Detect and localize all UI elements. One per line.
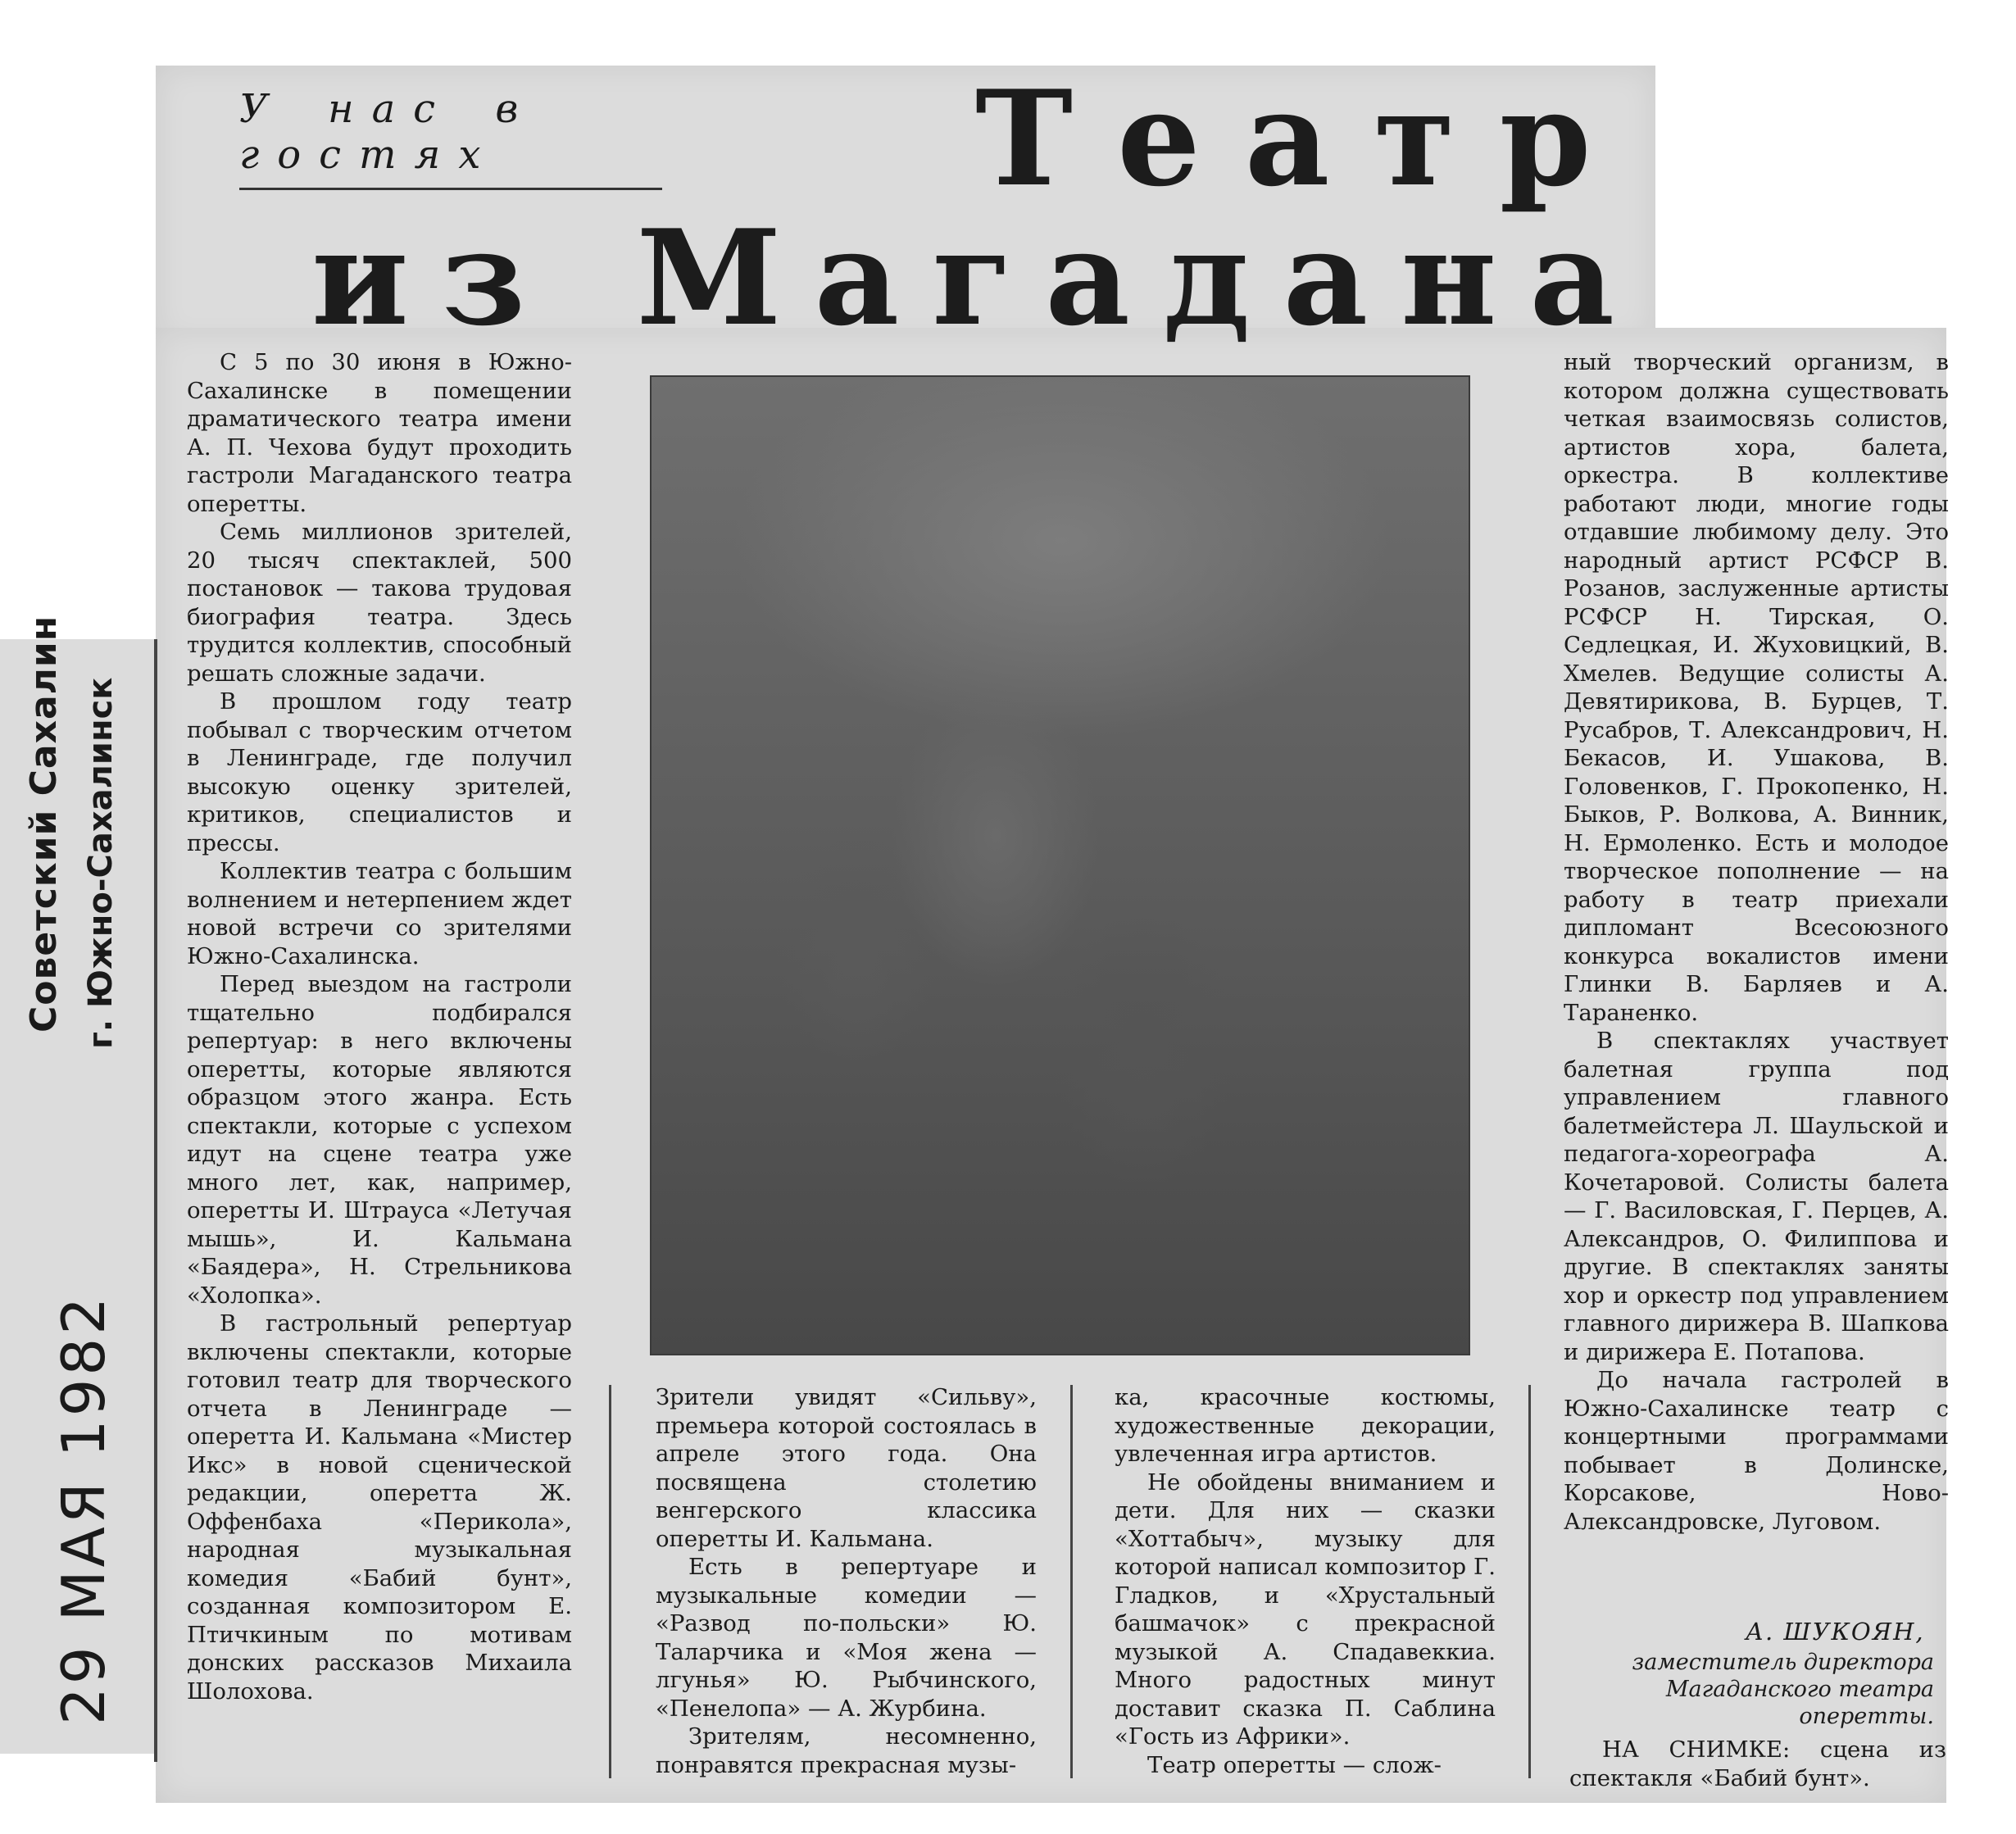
author-name: А. ШУКОЯН, (1746, 1618, 1925, 1646)
article-column-2 (656, 1383, 1037, 1779)
article-column-3 (1115, 1383, 1496, 1779)
paragraph: Перед выездом на гастроли тщательно подбирался репертуар: в него включены оперетты, которые являются образцом этого жанра. Есть спектакли, которые с успехом идут на сцене театра уже много лет, как, например, оперетты И. Штрауса «Летучая мышь», И. Кальмана «Баядера», Н. Стрельникова «Холопка». (187, 971, 572, 1309)
paragraph: В гастрольный репертуар включены спектакли, которые готовил театр для творческого отчета в Ленинграде — оперетта И. Кальмана «Мистер Икс» в новой сценической редакции, оперетта Ж. Оффенбаха «Перикола», народная музыкальная комедия «Бабий бунт», созданная композитором Е. Птичкиным по мотивам донских рассказов Михаила Шолохова. (187, 1310, 572, 1705)
column-rule-1 (609, 1385, 611, 1778)
author-role: заместитель директора Магаданского театра оперетты. (1632, 1650, 1934, 1729)
paragraph: Есть в репертуаре и музыкальные комедии — «Развод по-польски» Ю. Таларчика и «Моя жена — лгунья» Ю. Рыбчинского, «Пенелопа» — А. Журбина. (656, 1554, 1037, 1722)
paragraph: В спектаклях участвует балетная группа под управлением главного балетмейстера Л. Шаульской и педагога-хореографа А. Кочетаровой. Солисты балета — Г. Василовская, Г. Перцев, А. Александров, О. Филиппова и другие. В спектаклях заняты хор и оркестр под управлением главного дирижера В. Шапкова и дирижера Е. Потапова. (1564, 1028, 1949, 1365)
paragraph: До начала гастролей в Южно-Сахалинске театр с концертными программами побывает в Долинске, Корсакове, Ново-Александровске, Луговом. (1564, 1367, 1949, 1535)
paragraph: Зрителям, несомненно, понравятся прекрасная музы- (656, 1723, 1037, 1778)
paragraph: Зрители увидят «Сильву», премьера которой состоялась в апреле этого года. Она посвящена столетию венгерского классика оперетты И. Кальмана. (656, 1384, 1037, 1552)
paragraph: Семь миллионов зрителей, 20 тысяч спектаклей, 500 постановок — такова трудовая биография театра. Здесь трудится коллектив, способный решать сложные задачи. (187, 519, 572, 687)
headline-line-2: из Магадана (311, 201, 1648, 355)
photo-caption: НА СНИМКЕ: сцена из спектакля «Бабий бунт». (1569, 1736, 1946, 1791)
paragraph: ный творческий организм, в котором должна существовать четкая взаимосвязь солистов, артистов хора, балета, оркестра. В коллективе работают люди, многие годы отдавшие любимому делу. Это народный артист РСФСР В. Розанов, заслуженные артисты РСФСР Н. Тирская, О. Седлецкая, И. Жуховицкий, В. Хмелев. Ведущие солисты А. Девятирикова, В. Бурцев, Т. Русабров, Т. Александрович, Н. Бекасов, И. Ушакова, В. Головенков, Г. Прокопенко, Н. Быков, Р. Волкова, А. Винник, Н. Ермоленко. Есть и молодое творческое пополнение — на работу в театр приехали дипломант Всесоюзного конкурса вокалистов имени Глинки В. Барляев и А. Тараненко. (1564, 349, 1949, 1026)
article-column-4 (1564, 348, 1949, 1536)
newspaper-stamp (0, 615, 156, 1754)
stamp-divider (154, 639, 157, 1762)
paragraph: С 5 по 30 июня в Южно-Сахалинске в помещении драматического театра имени А. П. Чехова будут проходить гастроли Магаданского театра оперетты. (187, 349, 572, 517)
scene-photo (650, 375, 1470, 1355)
headline-line-1: Театр (975, 61, 1636, 216)
column-rule-2 (1070, 1385, 1073, 1778)
paragraph: Театр оперетты — слож- (1147, 1751, 1442, 1778)
newspaper-city: г. Южно-Сахалинск (82, 677, 120, 1049)
article-column-1 (187, 348, 572, 1705)
column-rule-3 (1528, 1385, 1531, 1778)
paragraph: Не обойдены вниманием и дети. Для них — сказки «Хоттабыч», музыку для которой написал композитор Г. Гладков, и «Хрустальный башмачок» с прекрасной музыкой А. Спадавеккиа. Много радостных минут доставит сказка П. Саблина «Гость из Африки». (1115, 1469, 1496, 1750)
paragraph: ка, красочные костюмы, художественные декорации, увлеченная игра артистов. (1115, 1384, 1496, 1467)
paragraph: Коллектив театра с большим волнением и нетерпением ждет новой встречи со зрителями Южно-Сахалинска. (187, 858, 572, 969)
newspaper-name: Советский Сахалин (23, 615, 65, 1033)
paragraph: В прошлом году театр побывал с творческим отчетом в Ленинграде, где получил высокую оценку зрителей, критиков, специалистов и прессы. (187, 688, 572, 856)
rubric: У нас в гостях (239, 86, 662, 190)
issue-date: 29 МАЯ 1982 (49, 1293, 118, 1725)
